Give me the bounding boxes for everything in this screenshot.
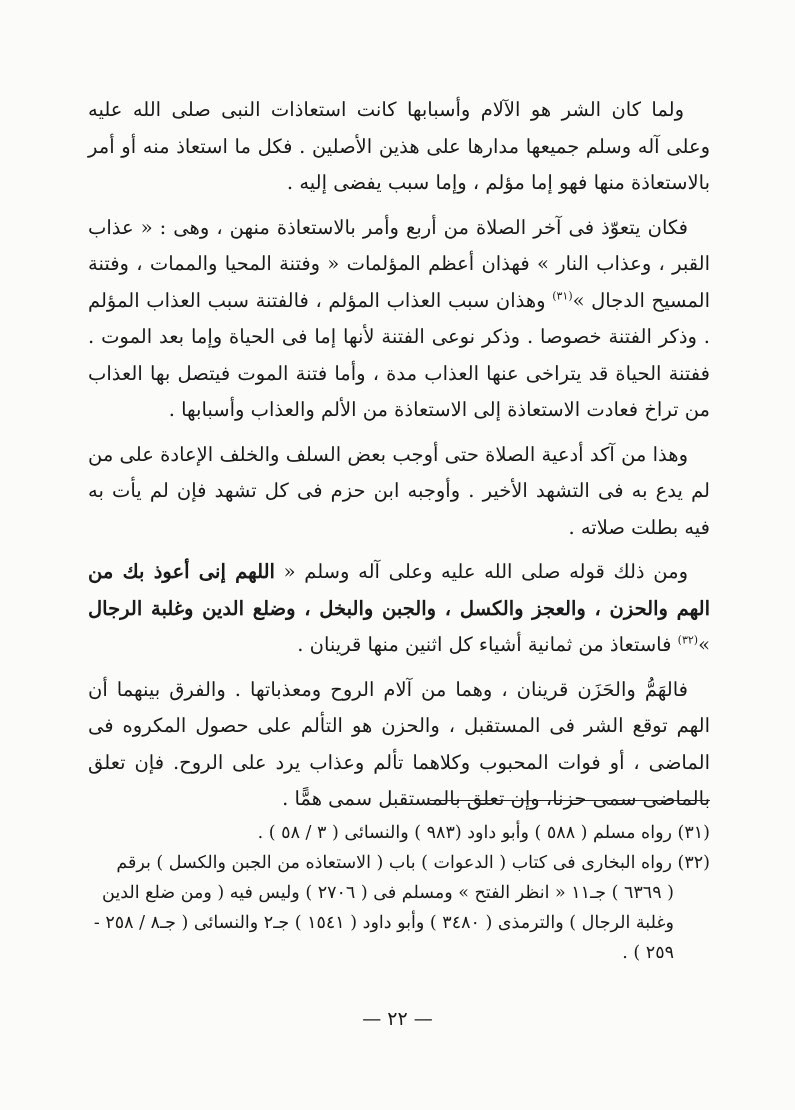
- paragraph-4-part-c: فاستعاذ من ثمانية أشياء كل اثنين منها قرينان .: [297, 633, 678, 656]
- paragraph-2-part-b: وهذان سبب العذاب المؤلم ، فالفتنة سبب العذاب المؤلم . وذكر الفتنة خصوصا . وذكر نوعى الفتنة لأنها إما فى الحياة وإما بعد الموت . ففتنة الحياة قد يتراخى عنها العذاب مدة ، وأما فتنة الموت فيتصل بها العذاب من تراخ فعادت الاستعاذة إلى الاستعاذة من الألم والعذاب وأسبابها .: [88, 288, 710, 421]
- paragraph-4-part-b: »: [698, 633, 710, 656]
- page-number: — ٢٢ —: [362, 1008, 433, 1030]
- paragraph-2: [88, 210, 710, 429]
- footnote-ref-31[interactable]: (٣١): [552, 289, 573, 302]
- footnote-ref-32[interactable]: (٣٢): [677, 633, 699, 647]
- paragraph-4: [88, 554, 710, 664]
- paragraph-2-part-a: فكان يتعوّذ فى آخر الصلاة من أربع وأمر بالاستعاذة منهن ، وهى : « عذاب القبر ، وعذاب النار » فهذان أعظم المؤلمات « وفتنة المحيا والممات ، وفتنة المسيح الدجال »: [88, 215, 710, 312]
- footnote-31: (٣١) رواه مسلم ( ٥٨٨ ) وأبو داود (٩٨٣ ) والنسائى ( ٣ / ٥٨ ) .: [257, 823, 710, 843]
- footnotes: [88, 818, 710, 968]
- paragraph-1: ولما كان الشر هو الآلام وأسبابها كانت استعاذات النبى صلى الله عليه وعلى آله وسلم جميعها مدارها على هذين الأصلين . فكل ما استعاذ منه أو أمر بالاستعاذة منها فهو إما مؤلم ، وإما سبب يفضى إليه .: [88, 98, 710, 194]
- footnote-32-continuation: ( ٦٣٦٩ ) جـ١١ « انظر الفتح » ومسلم فى ( ٢٧٠٦ ) وليس فيه ( ومن ضلع الدين وغلبة الرجال ) والترمذى ( ٣٤٨٠ ) وأبو داود ( ١٥٤١ ) جـ٢ والنسائى ( جـ٨ / ٢٥٨ - ٢٥٩ ) .: [93, 883, 674, 963]
- paragraph-3: وهذا من آكد أدعية الصلاة حتى أوجب بعض السلف والخلف الإعادة على من لم يدع به فى التشهد الأخير . وأوجبه ابن حزم فى كل تشهد فإن لم يأت به فيه بطلت صلاته .: [88, 442, 710, 539]
- paragraph-5: فالهَمُّ والحَزَن قرينان ، وهما من آلام الروح ومعذباتها . والفرق بينهما أن الهم توقع الشر فى المستقبل ، والحزن هو التألم على حصول المكروه فى الماضى ، أو فوات المحبوب وكلاهما تألم وعذاب يرد على الروح. فإن تعلق بالماضى سمى حزنا، وإن تعلق بالمستقبل سمى همًّا .: [88, 677, 710, 810]
- main-text: [88, 92, 710, 826]
- paragraph-4-part-a: ومن ذلك قوله صلى الله عليه وعلى آله وسلم «: [274, 560, 688, 583]
- footnote-divider: [430, 800, 710, 801]
- footnote-32-line1: (٣٢) رواه البخارى فى كتاب ( الدعوات ) باب ( الاستعاذه من الجبن والكسل ) برقم: [116, 853, 710, 873]
- hadith-quote-bold: اللهم إنى أعوذ بك من الهم والحزن ، والعجز والكسل ، والجبن والبخل ، وضلع الدين وغلبة الرجال: [88, 560, 710, 620]
- footnote-32: [88, 848, 710, 968]
